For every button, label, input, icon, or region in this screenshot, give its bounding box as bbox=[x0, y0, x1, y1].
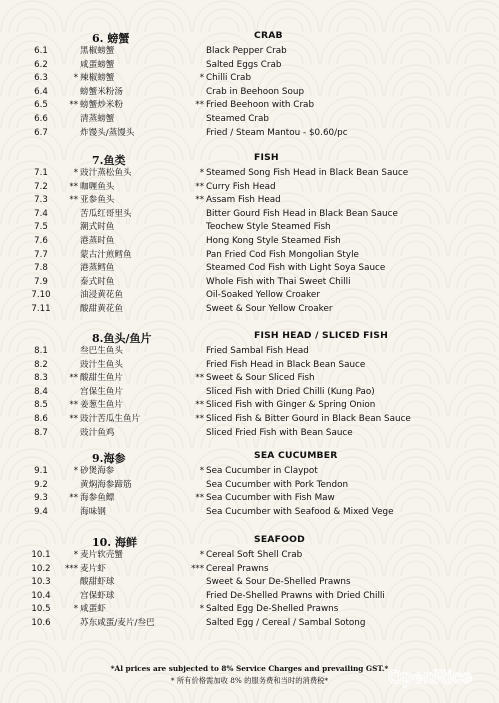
item-name-english: Steamed Song Fish Head in Black Bean Sauce bbox=[206, 168, 409, 178]
openrice-logo-watermark bbox=[386, 664, 494, 690]
item-name-english: Sea Cucumber with Fish Maw bbox=[206, 493, 335, 504]
item-number: 10.6 bbox=[31, 617, 51, 628]
item-number: 9.1 bbox=[34, 466, 48, 476]
item-name-chinese: 宫保虾球 bbox=[80, 590, 115, 601]
item-number: 10.3 bbox=[31, 577, 51, 588]
menu-item-row bbox=[0, 492, 499, 506]
item-name-english: Sliced Fish with Ginger & Spring Onion bbox=[206, 400, 376, 411]
popularity-mark-english: * bbox=[199, 550, 204, 560]
item-number: 10.1 bbox=[31, 550, 51, 560]
popularity-mark-english: ** bbox=[195, 373, 204, 384]
item-number: 7.8 bbox=[34, 263, 48, 274]
item-name-english: Sweet & Sour Yellow Croaker bbox=[206, 303, 333, 314]
item-number: 7.4 bbox=[34, 208, 48, 219]
item-name-chinese: 潮式时鱼 bbox=[80, 222, 115, 233]
item-name-english: Cereal Prawns bbox=[206, 563, 269, 574]
item-name-chinese: 宫保生鱼片 bbox=[80, 386, 123, 397]
item-number: 10.5 bbox=[31, 604, 51, 615]
menu-item-row bbox=[0, 465, 499, 479]
item-name-english: Salted Egg De-Shelled Prawns bbox=[206, 604, 339, 615]
item-number: 6.5 bbox=[34, 100, 48, 111]
item-name-chinese: 海味钢 bbox=[80, 506, 106, 517]
popularity-mark-english: *** bbox=[191, 563, 204, 574]
item-number: 6.7 bbox=[34, 127, 48, 138]
item-name-chinese: 豉汁蒸松鱼头 bbox=[80, 168, 132, 178]
item-number: 8.3 bbox=[34, 373, 48, 384]
menu-item-row bbox=[0, 181, 499, 195]
section-title-english: SEA CUCUMBER bbox=[254, 450, 338, 461]
menu-item-row bbox=[0, 359, 499, 373]
item-number: 7.6 bbox=[34, 235, 48, 246]
item-name-chinese: 辣椒螃蟹 bbox=[80, 73, 115, 84]
item-name-english: Oil-Soaked Yellow Croaker bbox=[206, 290, 320, 301]
item-name-chinese: 苦瓜红哥里头 bbox=[80, 208, 132, 219]
menu-item-row bbox=[0, 194, 499, 208]
menu-item-row bbox=[0, 563, 499, 577]
section-title-chinese: 10. 海鲜 bbox=[92, 536, 137, 549]
popularity-mark-english: ** bbox=[195, 181, 204, 192]
item-name-english: Curry Fish Head bbox=[206, 181, 276, 192]
section-title-english: CRAB bbox=[254, 30, 283, 41]
popularity-mark-chinese: * bbox=[73, 604, 78, 615]
item-name-english: Chilli Crab bbox=[206, 73, 252, 84]
item-name-english: Sliced Fish & Bitter Gourd in Black Bean Sauce bbox=[206, 413, 411, 424]
item-name-chinese: 咸蛋虾 bbox=[80, 604, 106, 615]
popularity-mark-english: ** bbox=[195, 413, 204, 424]
item-name-chinese: 酸甜虾球 bbox=[80, 577, 115, 588]
item-name-chinese: 麦片虾 bbox=[80, 563, 106, 574]
item-name-english: Fried / Steam Mantou - $0.60/pc bbox=[206, 127, 348, 138]
menu-item-row bbox=[0, 399, 499, 413]
item-name-english: Fried De-Shelled Prawns with Dried Chilli bbox=[206, 590, 385, 601]
item-number: 10.2 bbox=[31, 563, 51, 574]
menu-section bbox=[0, 450, 499, 519]
item-name-chinese: 黑椒螃蟹 bbox=[80, 46, 115, 56]
item-number: 7.7 bbox=[34, 249, 48, 260]
item-number: 8.4 bbox=[34, 386, 48, 397]
item-number: 6.6 bbox=[34, 113, 48, 124]
menu-item-row bbox=[0, 221, 499, 235]
menu-item-row bbox=[0, 590, 499, 604]
popularity-mark-chinese: * bbox=[73, 168, 78, 178]
item-number: 6.1 bbox=[34, 46, 48, 56]
item-name-chinese: 酸甜生鱼片 bbox=[80, 373, 123, 384]
item-number: 9.4 bbox=[34, 506, 48, 517]
menu-item-row bbox=[0, 235, 499, 249]
item-number: 7.9 bbox=[34, 276, 48, 287]
item-number: 8.7 bbox=[34, 427, 48, 438]
section-header bbox=[0, 30, 499, 45]
item-name-english: Sliced Fried Fish with Bean Sauce bbox=[206, 427, 353, 438]
footer-service-charge-en: *Al prices are subjected to 8% Service Charges and prevailing GST.* bbox=[110, 664, 389, 673]
popularity-mark-english: * bbox=[199, 604, 204, 615]
section-header bbox=[0, 152, 499, 167]
item-number: 8.5 bbox=[34, 400, 48, 411]
popularity-mark-english: * bbox=[199, 168, 204, 178]
menu-section bbox=[0, 330, 499, 440]
menu-item-row bbox=[0, 276, 499, 290]
menu-item-row bbox=[0, 45, 499, 59]
item-name-chinese: 叁巴生鱼头 bbox=[80, 346, 123, 356]
menu-item-row bbox=[0, 72, 499, 86]
menu-item-row bbox=[0, 208, 499, 222]
popularity-mark-chinese: * bbox=[73, 73, 78, 84]
section-header bbox=[0, 450, 499, 465]
menu-item-row bbox=[0, 86, 499, 100]
item-name-chinese: 港蒸时鱼 bbox=[80, 235, 115, 246]
popularity-mark-chinese: ** bbox=[69, 181, 78, 192]
item-name-english: Sweet & Sour Sliced Fish bbox=[206, 373, 315, 384]
item-name-english: Sliced Fish with Dried Chilli (Kung Pao) bbox=[206, 386, 375, 397]
menu-item-row bbox=[0, 617, 499, 631]
item-name-chinese: 苏东咸蛋/麦片/叁巴 bbox=[80, 617, 155, 628]
footer-service-charge-cn: * 所有价格需加收 8% 的服务费和当时的消费税* bbox=[170, 676, 329, 685]
popularity-mark-english: ** bbox=[195, 195, 204, 206]
menu-item-row bbox=[0, 303, 499, 317]
menu-section bbox=[0, 152, 499, 317]
item-name-english: Black Pepper Crab bbox=[206, 46, 287, 56]
item-name-chinese: 酸甜黄花鱼 bbox=[80, 303, 123, 314]
item-name-english: Salted Eggs Crab bbox=[206, 59, 282, 70]
item-name-chinese: 咸蛋螃蟹 bbox=[80, 59, 115, 70]
item-number: 9.2 bbox=[34, 479, 48, 490]
item-name-english: Cereal Soft Shell Crab bbox=[206, 550, 303, 560]
item-number: 8.1 bbox=[34, 346, 48, 356]
menu-item-row bbox=[0, 289, 499, 303]
menu-item-row bbox=[0, 345, 499, 359]
item-name-english: Assam Fish Head bbox=[206, 195, 281, 206]
item-name-chinese: 豉汁鱼鸡 bbox=[80, 427, 115, 438]
section-title-chinese: 9.海参 bbox=[92, 452, 126, 465]
popularity-mark-chinese: ** bbox=[69, 195, 78, 206]
popularity-mark-english: ** bbox=[195, 493, 204, 504]
menu-item-row bbox=[0, 113, 499, 127]
popularity-mark-chinese: * bbox=[73, 550, 78, 560]
item-name-english: Pan Fried Cod Fish Mongolian Style bbox=[206, 249, 359, 260]
item-name-chinese: 豉汁生鱼头 bbox=[80, 359, 123, 370]
section-title-chinese: 8.鱼头/鱼片 bbox=[92, 332, 152, 345]
item-name-english: Bitter Gourd Fish Head in Black Bean Sauce bbox=[206, 208, 398, 219]
menu-item-row bbox=[0, 167, 499, 181]
item-number: 6.2 bbox=[34, 59, 48, 70]
section-title-english: FISH bbox=[254, 152, 279, 163]
popularity-mark-chinese: ** bbox=[69, 493, 78, 504]
item-name-english: Sea Cucumber with Pork Tendon bbox=[206, 479, 349, 490]
item-name-chinese: 亚参鱼头 bbox=[80, 195, 115, 206]
item-name-english: Crab in Beehoon Soup bbox=[206, 86, 305, 97]
menu-item-row bbox=[0, 99, 499, 113]
item-number: 7.11 bbox=[31, 303, 51, 314]
item-name-chinese: 豉汁苦瓜生鱼片 bbox=[80, 413, 141, 424]
item-name-chinese: 油浸黄花鱼 bbox=[80, 290, 123, 301]
item-name-english: Whole Fish with Thai Sweet Chilli bbox=[206, 276, 351, 287]
popularity-mark-chinese: *** bbox=[65, 563, 78, 574]
menu-item-row bbox=[0, 506, 499, 520]
item-number: 7.3 bbox=[34, 195, 48, 206]
item-name-english: Sea Cucumber with Seafood & Mixed Vege bbox=[206, 506, 394, 517]
item-number: 9.3 bbox=[34, 493, 48, 504]
item-name-chinese: 海参鱼鳔 bbox=[80, 493, 115, 504]
item-number: 7.2 bbox=[34, 181, 48, 192]
menu-item-row bbox=[0, 59, 499, 73]
item-name-english: Teochew Style Steamed Fish bbox=[206, 222, 331, 233]
item-name-chinese: 砂煲海参 bbox=[80, 466, 115, 476]
item-number: 6.3 bbox=[34, 73, 48, 84]
menu-item-row bbox=[0, 386, 499, 400]
section-title-chinese: 6. 螃蟹 bbox=[92, 32, 130, 45]
menu-item-row bbox=[0, 127, 499, 141]
section-title-english: FISH HEAD / SLICED FISH bbox=[254, 330, 388, 341]
menu-item-row bbox=[0, 427, 499, 441]
section-title-english: SEAFOOD bbox=[254, 534, 305, 545]
item-name-english: Fried Fish Head in Black Bean Sauce bbox=[206, 359, 366, 370]
menu-item-row bbox=[0, 549, 499, 563]
item-name-chinese: 咖喱鱼头 bbox=[80, 181, 115, 192]
item-name-chinese: 蒙古汁煎鳕鱼 bbox=[80, 249, 132, 260]
popularity-mark-english: ** bbox=[195, 400, 204, 411]
menu-item-row bbox=[0, 479, 499, 493]
popularity-mark-english: * bbox=[199, 73, 204, 84]
popularity-mark-chinese: * bbox=[73, 466, 78, 476]
item-number: 7.10 bbox=[31, 290, 51, 301]
item-name-english: Fried Beehoon with Crab bbox=[206, 100, 315, 111]
item-name-english: Salted Egg / Cereal / Sambal Sotong bbox=[206, 617, 366, 628]
item-number: 8.6 bbox=[34, 413, 48, 424]
item-name-chinese: 泰式时鱼 bbox=[80, 276, 115, 287]
popularity-mark-chinese: ** bbox=[69, 413, 78, 424]
menu-item-row bbox=[0, 262, 499, 276]
item-name-chinese: 姜葱生鱼片 bbox=[80, 400, 123, 411]
item-name-chinese: 炸馒头/蒸馒头 bbox=[80, 127, 135, 138]
item-name-english: Hong Kong Style Steamed Fish bbox=[206, 235, 341, 246]
item-number: 10.4 bbox=[31, 590, 51, 601]
popularity-mark-chinese: ** bbox=[69, 100, 78, 111]
section-header bbox=[0, 534, 499, 549]
popularity-mark-chinese: ** bbox=[69, 373, 78, 384]
svg-text:OpenRice: OpenRice bbox=[388, 667, 473, 687]
popularity-mark-english: ** bbox=[195, 100, 204, 111]
menu-item-row bbox=[0, 413, 499, 427]
menu-section bbox=[0, 534, 499, 631]
item-name-english: Steamed Crab bbox=[206, 113, 269, 124]
item-name-chinese: 麦片软壳蟹 bbox=[80, 550, 123, 560]
item-name-english: Sea Cucumber in Claypot bbox=[206, 466, 318, 476]
menu-item-row bbox=[0, 603, 499, 617]
item-name-chinese: 螃蟹米粉汤 bbox=[80, 86, 123, 97]
item-name-english: Sweet & Sour De-Shelled Prawns bbox=[206, 577, 351, 588]
menu-section bbox=[0, 30, 499, 140]
item-number: 8.2 bbox=[34, 359, 48, 370]
item-name-chinese: 港蒸鳕鱼 bbox=[80, 263, 115, 274]
item-name-english: Fried Sambal Fish Head bbox=[206, 346, 309, 356]
menu-item-row bbox=[0, 249, 499, 263]
section-header bbox=[0, 330, 499, 345]
item-name-english: Steamed Cod Fish with Light Soya Sauce bbox=[206, 263, 386, 274]
item-name-chinese: 清蒸螃蟹 bbox=[80, 113, 115, 124]
menu-item-row bbox=[0, 372, 499, 386]
section-title-chinese: 7.鱼类 bbox=[92, 154, 126, 167]
item-name-chinese: 黄焖海参蹄筋 bbox=[80, 479, 132, 490]
item-number: 7.1 bbox=[34, 168, 48, 178]
menu-item-row bbox=[0, 576, 499, 590]
popularity-mark-english: * bbox=[199, 466, 204, 476]
item-number: 7.5 bbox=[34, 222, 48, 233]
item-name-chinese: 螃蟹炒米粉 bbox=[80, 100, 123, 111]
item-number: 6.4 bbox=[34, 86, 48, 97]
popularity-mark-chinese: ** bbox=[69, 400, 78, 411]
